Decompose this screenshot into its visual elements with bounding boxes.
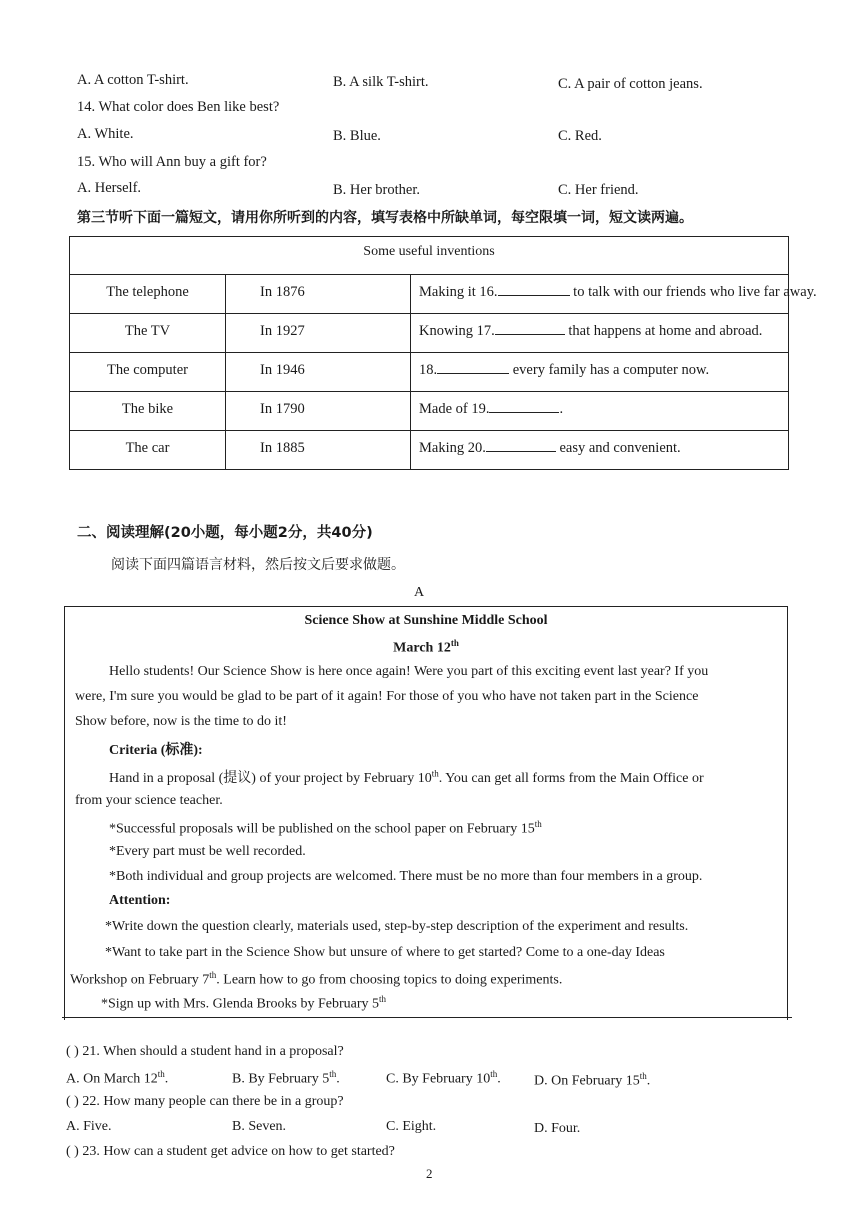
q21-option-b-text: B. By February 5 bbox=[232, 1071, 330, 1087]
sup-th: th bbox=[639, 1071, 647, 1081]
answer-blank-18[interactable] bbox=[437, 359, 509, 374]
q13-option-c: C. A pair of cotton jeans. bbox=[558, 76, 703, 92]
invention-name: The TV bbox=[70, 314, 226, 352]
sup-th: th bbox=[329, 1069, 337, 1079]
q14-question: 14. What color does Ben like best? bbox=[77, 99, 280, 115]
passage-title: Science Show at Sunshine Middle School bbox=[304, 613, 548, 628]
invention-use-pre: 18. bbox=[419, 362, 438, 378]
q22-option-a: A. Five. bbox=[66, 1119, 112, 1134]
passage-bottom-rule bbox=[62, 1017, 792, 1018]
invention-year: In 1946 bbox=[226, 353, 411, 391]
q21-option-c bbox=[386, 1069, 501, 1088]
table-row bbox=[70, 353, 788, 392]
q21-question: ( ) 21. When should a student hand in a proposal? bbox=[66, 1044, 344, 1059]
criteria-label: Criteria (标准): bbox=[109, 743, 203, 758]
criteria-line-1-a: Hand in a proposal (提议) of your project by February 10 bbox=[109, 771, 432, 786]
invention-use-pre: Knowing 17. bbox=[419, 323, 495, 339]
invention-use-post: that happens at home and abroad. bbox=[568, 323, 763, 339]
q22-option-b: B. Seven. bbox=[232, 1119, 287, 1134]
invention-use bbox=[411, 431, 790, 470]
q15-option-c: C. Her friend. bbox=[558, 182, 639, 198]
sup-th: th bbox=[431, 768, 439, 779]
attention-bullet-1: *Write down the question clearly, materials used, step-by-step description of the experiment and results. bbox=[105, 919, 689, 934]
invention-use-post: easy and convenient. bbox=[559, 440, 681, 456]
invention-use-pre: Making 20. bbox=[419, 440, 486, 456]
q14-option-a: A. White. bbox=[77, 126, 134, 142]
q15-option-a: A. Herself. bbox=[77, 180, 142, 196]
invention-use-pre: Made of 19. bbox=[419, 401, 490, 417]
answer-blank-19[interactable] bbox=[489, 398, 559, 413]
page-number: 2 bbox=[426, 1166, 433, 1181]
answer-blank-16[interactable] bbox=[498, 281, 570, 296]
attention-bullet-3-text: *Sign up with Mrs. Glenda Brooks by February 5 bbox=[101, 996, 380, 1012]
section3-instruction: 第三节听下面一篇短文，请用你所听到的内容，填写表格中所缺单词，每空限填一词，短文读两遍。 bbox=[77, 210, 693, 226]
invention-use bbox=[411, 392, 790, 430]
q21-option-c-text: C. By February 10 bbox=[386, 1071, 491, 1087]
q14-option-c: C. Red. bbox=[558, 128, 602, 144]
q21-option-d-dot: . bbox=[646, 1073, 651, 1089]
table-row bbox=[70, 392, 788, 431]
invention-name: The car bbox=[70, 431, 226, 470]
q22-option-d: D. Four. bbox=[534, 1121, 581, 1136]
table-row bbox=[70, 431, 788, 470]
inventions-table-title: Some useful inventions bbox=[70, 237, 788, 275]
q21-option-a bbox=[66, 1069, 168, 1088]
q21-option-a-dot: . bbox=[164, 1071, 169, 1087]
attention-bullet-2: *Want to take part in the Science Show but unsure of where to get started? Come to a one-day Ideas bbox=[105, 945, 665, 960]
sup-th: th bbox=[157, 1069, 165, 1079]
sup-th: th bbox=[490, 1069, 498, 1079]
passage-label: A bbox=[414, 585, 425, 600]
invention-year: In 1927 bbox=[226, 314, 411, 352]
passage-intro-2: were, I'm sure you would be glad to be part of it again! For those of you who have not taken part in the Science bbox=[75, 689, 699, 704]
attention-bullet-2-cont-a: Workshop on February 7 bbox=[70, 972, 210, 988]
q15-question: 15. Who will Ann buy a gift for? bbox=[77, 154, 267, 170]
sup-th: th bbox=[534, 819, 542, 829]
attention-bullet-2-cont-b: . Learn how to go from choosing topics to doing experiments. bbox=[216, 972, 563, 988]
invention-use bbox=[411, 353, 790, 391]
invention-name: The computer bbox=[70, 353, 226, 391]
criteria-bullet-2: *Every part must be well recorded. bbox=[109, 844, 306, 859]
answer-blank-17[interactable] bbox=[495, 320, 565, 335]
invention-use bbox=[411, 314, 790, 352]
answer-blank-20[interactable] bbox=[486, 437, 556, 452]
invention-year: In 1790 bbox=[226, 392, 411, 430]
passage-intro-3: Show before, now is the time to do it! bbox=[75, 714, 287, 729]
criteria-bullet-1-text: *Successful proposals will be published on the school paper on February 15 bbox=[109, 821, 535, 837]
q21-option-d-text: D. On February 15 bbox=[534, 1073, 640, 1089]
q13-option-a: A. A cotton T-shirt. bbox=[77, 72, 189, 88]
q21-option-a-text: A. On March 12 bbox=[66, 1071, 158, 1087]
inventions-table bbox=[69, 236, 817, 470]
passage-intro-1: Hello students! Our Science Show is here once again! Were you part of this exciting event last year? If you bbox=[109, 664, 709, 679]
part2-heading: 二、阅读理解(20小题，每小题2分，共40分) bbox=[77, 525, 373, 541]
invention-use-post: to talk with our friends who live far away. bbox=[573, 284, 817, 300]
q23-question: ( ) 23. How can a student get advice on how to get started? bbox=[66, 1144, 395, 1159]
q21-option-b-dot: . bbox=[336, 1071, 340, 1087]
invention-year: In 1885 bbox=[226, 431, 411, 470]
q21-option-d bbox=[534, 1071, 650, 1090]
passage-date-text: March 12 bbox=[393, 640, 451, 656]
attention-label: Attention: bbox=[109, 893, 171, 908]
table-row bbox=[70, 275, 817, 314]
invention-name: The bike bbox=[70, 392, 226, 430]
criteria-line-1 bbox=[109, 767, 704, 787]
sup-th: th bbox=[209, 970, 217, 980]
table-row bbox=[70, 314, 788, 353]
invention-use-pre: Making it 16. bbox=[419, 284, 498, 300]
q22-question: ( ) 22. How many people can there be in a group? bbox=[66, 1094, 344, 1109]
criteria-bullet-1 bbox=[109, 819, 542, 838]
q21-option-c-dot: . bbox=[497, 1071, 501, 1087]
invention-year: In 1876 bbox=[226, 275, 411, 313]
passage-date-sup: th bbox=[450, 638, 459, 648]
attention-bullet-2-cont bbox=[70, 970, 562, 989]
sup-th: th bbox=[379, 994, 387, 1004]
criteria-bullet-3: *Both individual and group projects are welcomed. There must be no more than four members in a group. bbox=[109, 869, 703, 884]
part2-instruction: 阅读下面四篇语言材料，然后按文后要求做题。 bbox=[111, 557, 405, 573]
passage-date bbox=[65, 638, 787, 657]
criteria-line-1-b: . You can get all forms from the Main Office or bbox=[438, 771, 704, 786]
q21-option-b bbox=[232, 1069, 340, 1088]
q13-option-b: B. A silk T-shirt. bbox=[333, 74, 429, 90]
attention-bullet-3 bbox=[101, 994, 386, 1013]
q14-option-b: B. Blue. bbox=[333, 128, 381, 144]
passage-box bbox=[64, 606, 788, 1020]
invention-name: The telephone bbox=[70, 275, 226, 313]
q22-option-c: C. Eight. bbox=[386, 1119, 437, 1134]
invention-use-post: every family has a computer now. bbox=[512, 362, 710, 378]
invention-use-post: . bbox=[559, 401, 564, 417]
criteria-line-2: from your science teacher. bbox=[75, 793, 223, 808]
q15-option-b: B. Her brother. bbox=[333, 182, 420, 198]
invention-use bbox=[411, 275, 817, 313]
